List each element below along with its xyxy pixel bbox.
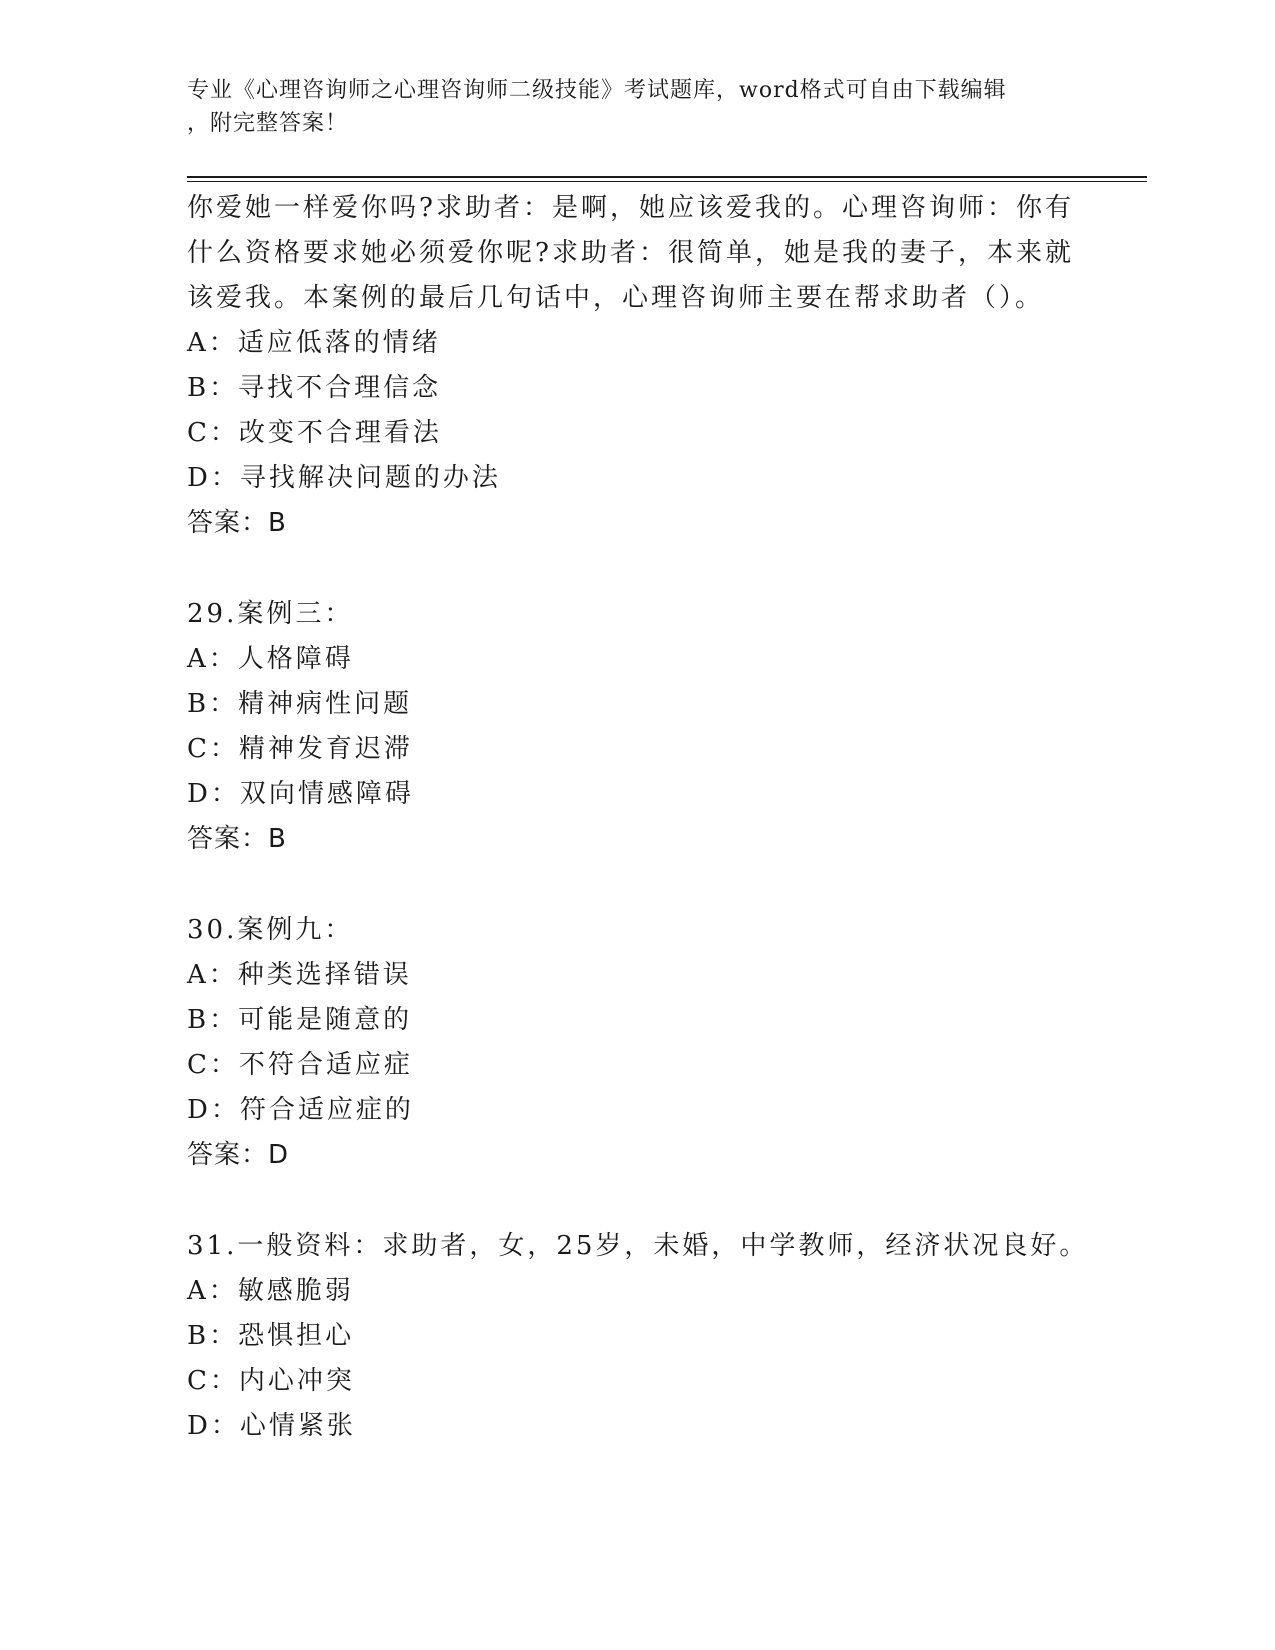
option-d: D：双向情感障碍 (187, 779, 414, 809)
question-stem: 30.案例九： (187, 915, 354, 945)
question-spacer (187, 546, 1087, 592)
question-spacer (187, 862, 1087, 908)
question-29 (187, 592, 1087, 862)
option-b: B：恐惧担心 (187, 1321, 355, 1351)
option-c: C：精神发育迟滞 (187, 734, 413, 764)
option-a: A：种类选择错误 (187, 960, 412, 990)
header-line-2: ，附完整答案！ (187, 111, 349, 136)
option-c: C：内心冲突 (187, 1366, 355, 1396)
question-30 (187, 908, 1087, 1178)
answer-label: 答案：D (187, 1140, 290, 1170)
document-header (187, 74, 1087, 140)
question-stem: 31.一般资料：求助者，女，25岁，未婚，中学教师，经济状况良好。 (187, 1231, 1089, 1261)
question-stem-line: 该爱我。本案例的最后几句话中，心理咨询师主要在帮求助者（）。 (187, 283, 1045, 313)
option-b: B：可能是随意的 (187, 1005, 413, 1035)
header-divider (187, 176, 1147, 178)
header-line-1: 专业《心理咨询师之心理咨询师二级技能》考试题库，word格式可自由下载编辑 (187, 78, 1007, 103)
question-31 (187, 1224, 1087, 1449)
option-a: A：适应低落的情绪 (187, 328, 441, 358)
option-a: A：敏感脆弱 (187, 1276, 354, 1306)
question-stem-line: 什么资格要求她必须爱你呢?求助者：很简单，她是我的妻子，本来就 (187, 238, 1074, 268)
question-28 (187, 186, 1087, 546)
option-d: D：心情紧张 (187, 1411, 356, 1441)
option-d: D：寻找解决问题的办法 (187, 463, 501, 493)
question-stem: 29.案例三： (187, 599, 354, 629)
option-b: B：精神病性问题 (187, 689, 413, 719)
header-divider-thin (187, 181, 1147, 182)
option-c: C：不符合适应症 (187, 1050, 413, 1080)
answer-label: 答案：B (187, 824, 287, 854)
question-spacer (187, 1178, 1087, 1224)
answer-label: 答案：B (187, 508, 287, 538)
option-d: D：符合适应症的 (187, 1095, 414, 1125)
question-stem-line: 你爱她一样爱你吗?求助者：是啊，她应该爱我的。心理咨询师：你有 (187, 193, 1074, 223)
option-c: C：改变不合理看法 (187, 418, 442, 448)
question-list (187, 186, 1087, 1449)
option-a: A：人格障碍 (187, 644, 354, 674)
option-b: B：寻找不合理信念 (187, 373, 442, 403)
